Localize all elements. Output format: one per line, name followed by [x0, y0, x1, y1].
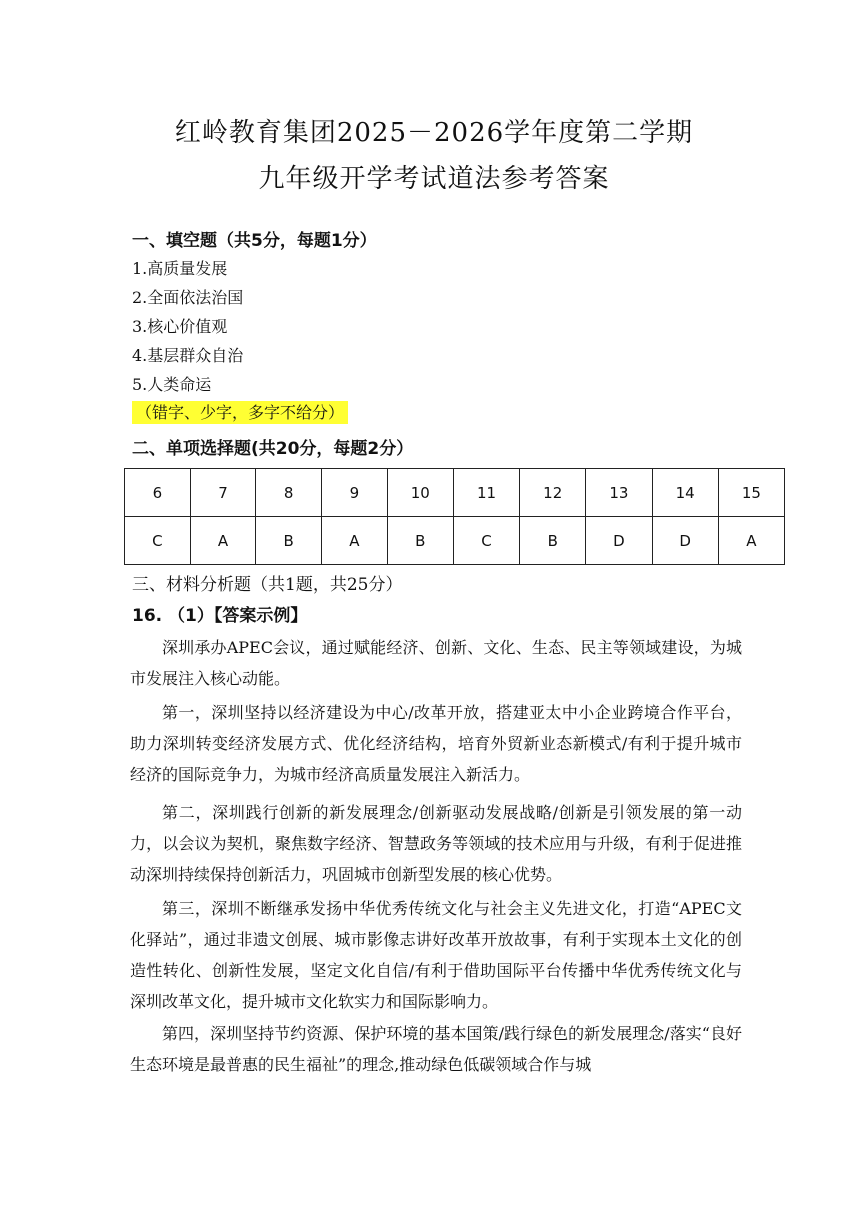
document-subtitle: 九年级开学考试道法参考答案 — [258, 164, 610, 194]
fill-answer-1: 1.高质量发展 — [132, 259, 228, 278]
choice-answer: B — [387, 517, 453, 565]
answer-paragraph-intro: 深圳承办APEC会议，通过赋能经济、创新、文化、生态、民主等领域建设，为城市发展注入核心动能。 — [130, 638, 742, 688]
fill-answer-3: 3.核心价值观 — [132, 317, 228, 336]
question-number-row — [125, 469, 785, 517]
fill-answer-5: 5.人类命运 — [132, 375, 212, 394]
question-number: 9 — [322, 469, 388, 517]
answer-paragraph-2: 第二，深圳践行创新的新发展理念/创新驱动发展战略/创新是引领发展的第一动力，以会议为契机，聚焦数字经济、智慧政务等领域的技术应用与升级，有利于促进推动深圳持续保持创新活力，巩固城市创新型发展的核心优势。 — [130, 803, 742, 884]
choice-answer: C — [125, 517, 191, 565]
question-number: 12 — [520, 469, 586, 517]
answer-table — [124, 468, 785, 565]
section1-heading: 一、填空题（共5分，每题1分） — [132, 231, 377, 251]
answer-row — [125, 517, 785, 565]
fill-answer-2: 2.全面依法治国 — [132, 288, 244, 307]
question-number: 10 — [387, 469, 453, 517]
answer-paragraph-4: 第四，深圳坚持节约资源、保护环境的基本国策/践行绿色的新发展理念/落实“良好生态环境是最普惠的民生福祉”的理念,推动绿色低碳领域合作与城 — [130, 1024, 742, 1074]
grading-note-highlight: （错字、少字，多字不给分） — [132, 401, 348, 424]
question-number: 13 — [586, 469, 652, 517]
question-number: 15 — [718, 469, 784, 517]
question-number: 7 — [190, 469, 256, 517]
choice-answer: A — [322, 517, 388, 565]
answer-paragraph-3: 第三，深圳不断继承发扬中华优秀传统文化与社会主义先进文化，打造“APEC文化驿站”，通过非遗文创展、城市影像志讲好改革开放故事，有利于实现本土文化的创造性转化、创新性发展，坚定文化自信/有利于借助国际平台传播中华优秀传统文化与深圳改革文化，提升城市文化软实力和国际影响力。 — [130, 899, 742, 1011]
fill-answer-4: 4.基层群众自治 — [132, 346, 244, 365]
answer-paragraph-1: 第一，深圳坚持以经济建设为中心/改革开放，搭建亚太中小企业跨境合作平台，助力深圳转变经济发展方式、优化经济结构，培育外贸新业态新模式/有利于提升城市经济的国际竞争力，为城市经济高质量发展注入新活力。 — [130, 703, 742, 784]
section3-heading: 三、材料分析题（共1题，共25分） — [132, 575, 403, 595]
question-number: 14 — [652, 469, 718, 517]
document-title: 红岭教育集团2025－2026学年度第二学期 — [174, 118, 694, 148]
question16-label: 16. （1）【答案示例】 — [132, 606, 308, 626]
question-number: 8 — [256, 469, 322, 517]
choice-answer: C — [453, 517, 519, 565]
grading-note — [132, 400, 348, 423]
question-number: 11 — [453, 469, 519, 517]
section2-heading: 二、单项选择题(共20分，每题2分） — [132, 439, 414, 459]
choice-answer: A — [718, 517, 784, 565]
choice-answer: D — [586, 517, 652, 565]
choice-answer: B — [256, 517, 322, 565]
choice-answer: D — [652, 517, 718, 565]
choice-answer: A — [190, 517, 256, 565]
choice-answer: B — [520, 517, 586, 565]
question-number: 6 — [125, 469, 191, 517]
